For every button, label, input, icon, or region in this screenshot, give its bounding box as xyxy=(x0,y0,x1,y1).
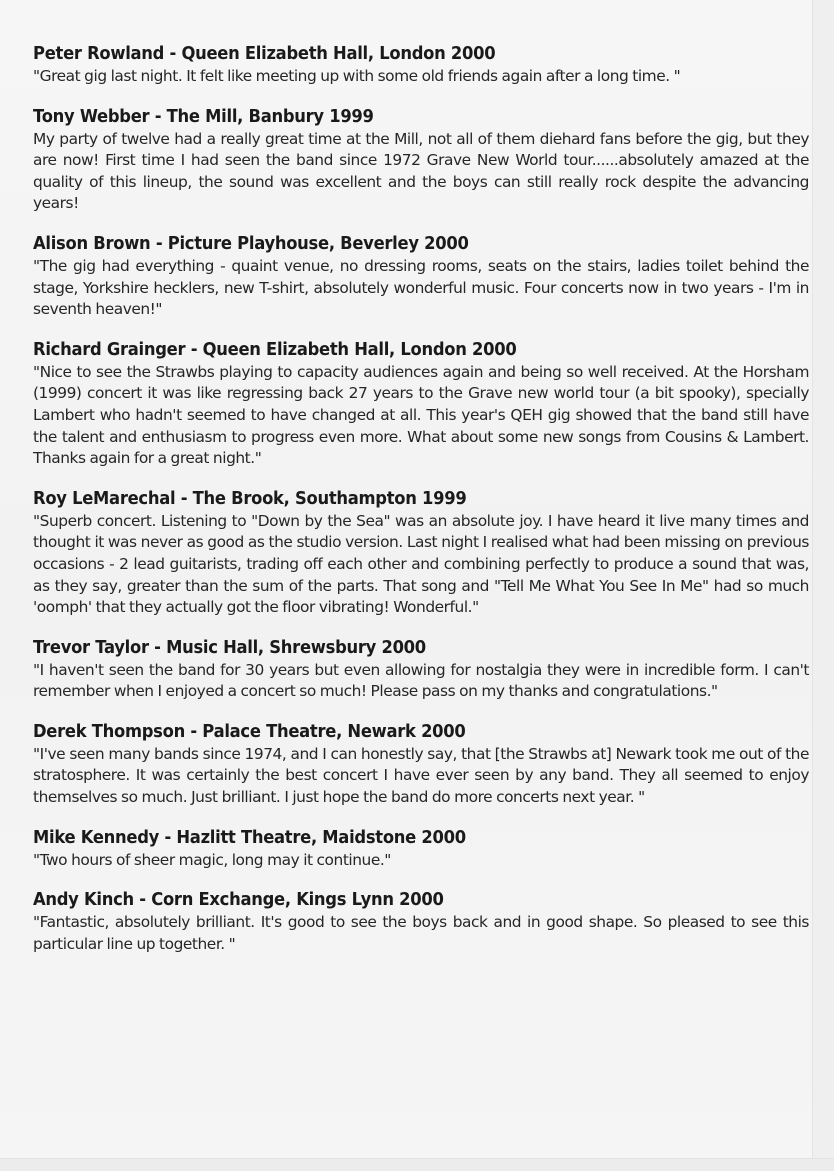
testimonial-entry xyxy=(33,636,809,703)
testimonial-entry xyxy=(33,826,809,872)
testimonial-quote: My party of twelve had a really great time at the Mill, not all of them diehard fans before the gig, but they are now! First time I had seen the band since 1972 Grave New World tour......absolutely amazed at the quality of this lineup, the sound was excellent and the boys can still really rock despite the advancing years! xyxy=(33,129,809,213)
testimonial-quote: "Superb concert. Listening to "Down by the Sea" was an absolute joy. I have heard it live many times and thought it was never as good as the studio version. Last night I realised what had been missing on previous occasions - 2 lead guitarists, trading off each other and combining perfectly to produce a sound that was, as they say, greater than the sum of the parts. That song and "Tell Me What You See In Me" had so much 'oomph' that they actually got the floor vibrating! Wonderful." xyxy=(33,511,809,617)
testimonial-entry xyxy=(33,888,809,955)
testimonial-heading: Tony Webber - The Mill, Banbury 1999 xyxy=(33,106,374,127)
testimonial-quote: "Nice to see the Strawbs playing to capacity audiences again and being so well received. At the Horsham (1999) concert it was like regressing back 27 years to the Grave new world tour (a bit spooky), specially Lambert who hadn't seemed to have changed at all. This year's QEH gig showed that the band still have the talent and enthusiasm to progress even more. What about some new songs from Cousins & Lambert. Thanks again for a great night." xyxy=(33,362,809,468)
testimonial-quote: "Fantastic, absolutely brilliant. It's good to see the boys back and in good shape. So pleased to see this particular line up together. " xyxy=(33,913,809,953)
testimonial-heading: Roy LeMarechal - The Brook, Southampton 1999 xyxy=(33,488,467,509)
testimonial-heading: Peter Rowland - Queen Elizabeth Hall, London 2000 xyxy=(33,44,496,64)
testimonial-entry xyxy=(33,338,809,470)
testimonial-quote: "Two hours of sheer magic, long may it continue." xyxy=(33,850,391,869)
testimonial-entry xyxy=(33,232,809,321)
testimonial-entry xyxy=(33,720,809,809)
page-edge-right xyxy=(812,0,834,1170)
testimonial-quote: "I haven't seen the band for 30 years but even allowing for nostalgia they were in incredible form. I can't remember when I enjoyed a concert so much! Please pass on my thanks and congratulations." xyxy=(33,660,809,701)
testimonial-heading: Richard Grainger - Queen Elizabeth Hall, London 2000 xyxy=(33,339,517,360)
testimonial-entry xyxy=(33,42,809,88)
testimonial-entry xyxy=(33,487,809,619)
testimonial-entry xyxy=(33,105,809,215)
testimonial-heading: Andy Kinch - Corn Exchange, Kings Lynn 2000 xyxy=(33,890,444,911)
testimonial-heading: Derek Thompson - Palace Theatre, Newark 2000 xyxy=(33,721,466,742)
testimonial-quote: "I've seen many bands since 1974, and I can honestly say, that [the Strawbs at] Newark took me out of the stratosphere. It was certainly the best concert I have ever seen by any band. They all seemed to enjoy themselves so much. Just brilliant. I just hope the band do more concerts next year. " xyxy=(33,744,809,807)
testimonial-heading: Alison Brown - Picture Playhouse, Beverley 2000 xyxy=(33,233,469,254)
testimonial-heading: Mike Kennedy - Hazlitt Theatre, Maidstone 2000 xyxy=(33,827,466,848)
testimonials-list xyxy=(33,42,809,972)
testimonial-heading: Trevor Taylor - Music Hall, Shrewsbury 2000 xyxy=(33,637,426,658)
testimonial-quote: "The gig had everything - quaint venue, no dressing rooms, seats on the stairs, ladies toilet behind the stage, Yorkshire hecklers, new T-shirt, absolutely wonderful music. Four concerts now in two years - I'm in seventh heaven!" xyxy=(33,256,809,319)
page-edge-bottom xyxy=(0,1158,834,1171)
testimonial-quote: "Great gig last night. It felt like meeting up with some old friends again after a long time. " xyxy=(33,67,681,85)
